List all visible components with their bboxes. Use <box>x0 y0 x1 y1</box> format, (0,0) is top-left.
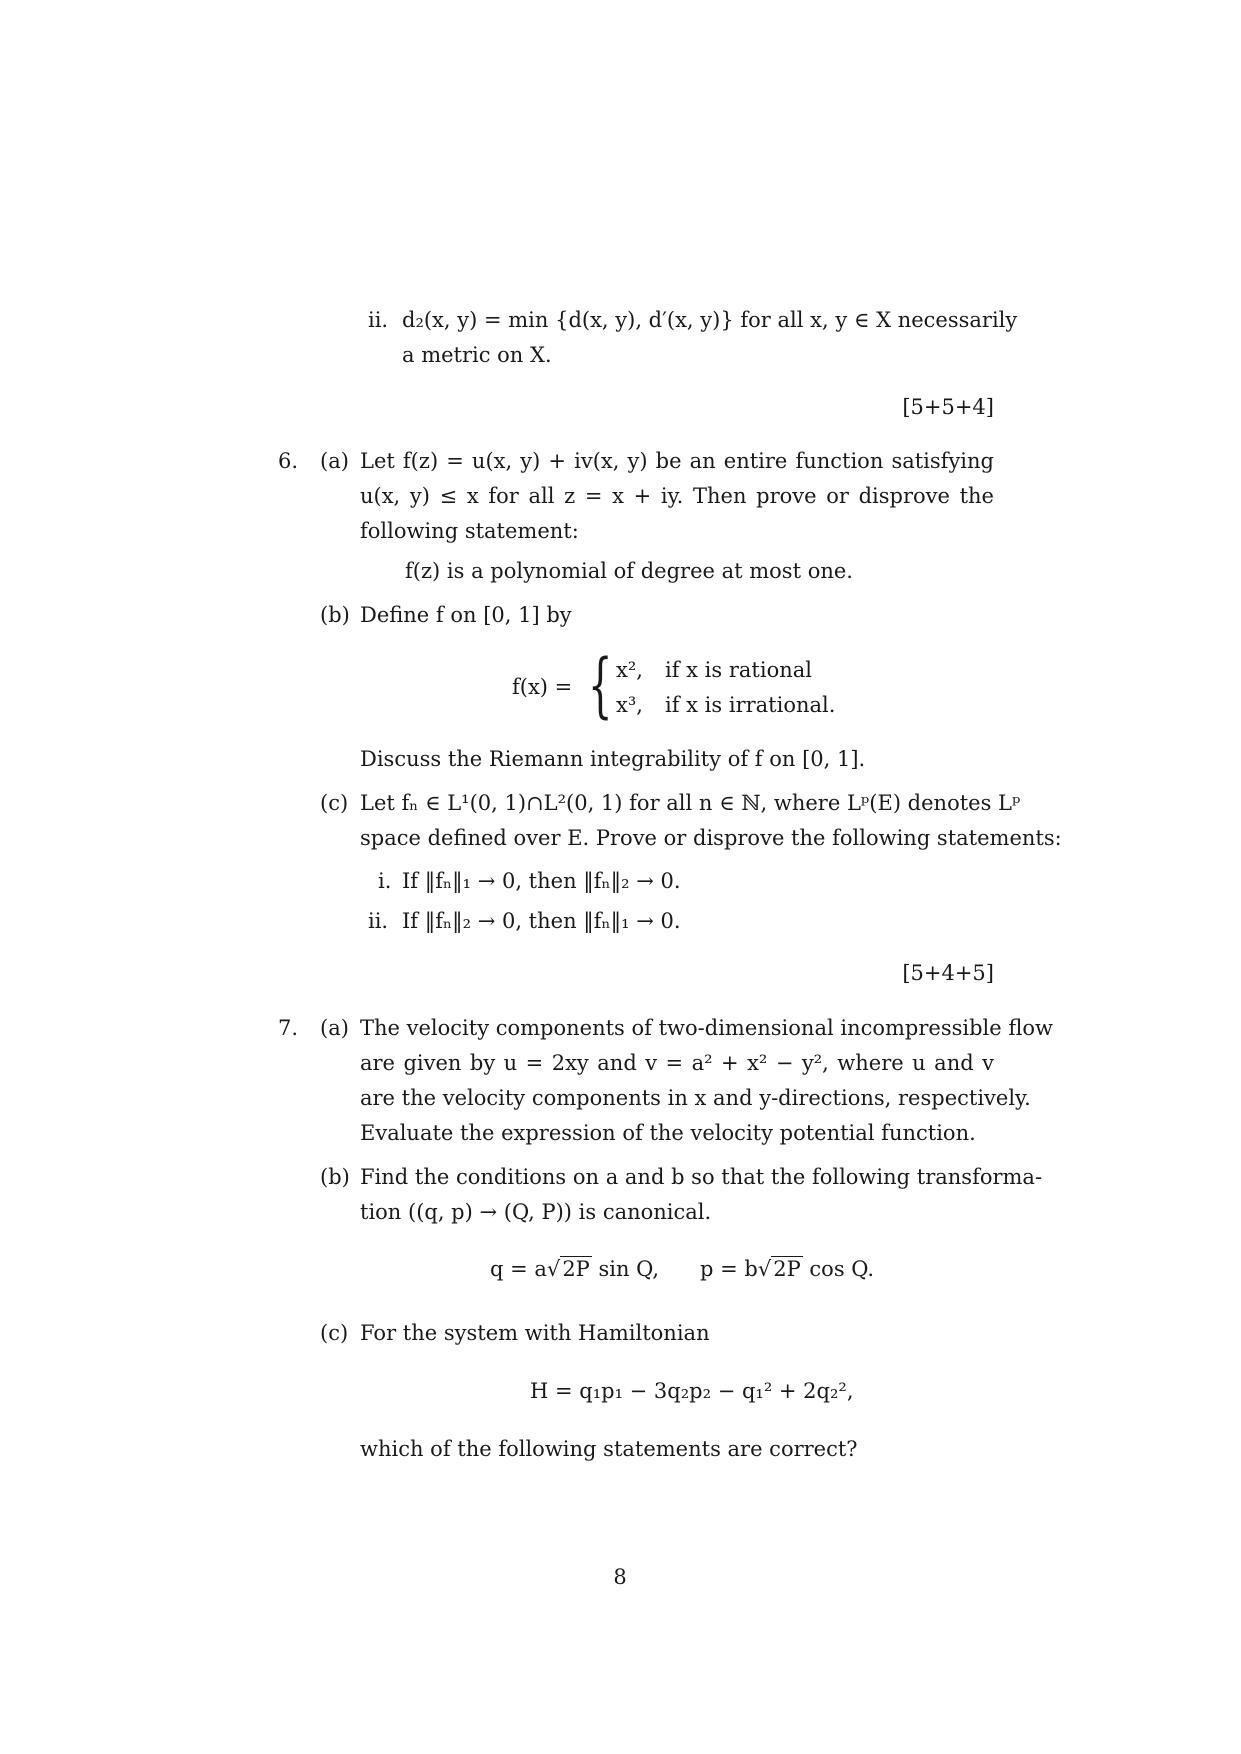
q7-c-label: (c) <box>320 1321 349 1345</box>
q6-c-ii-label: ii. <box>368 909 389 933</box>
q7-a-line1: The velocity components of two-dimensional incompressible flow <box>360 1016 1053 1040</box>
q7-c-equation: H = q₁p₁ − 3q₂p₂ − q₁² + 2q₂², <box>530 1379 854 1403</box>
q7-b-eq-p-radicand: 2P <box>773 1257 801 1281</box>
q6-c-i-label: i. <box>378 869 392 893</box>
q6-b-piecewise-lhs: f(x) = <box>512 675 573 699</box>
sqrt-symbol: √ <box>546 1257 561 1281</box>
q6-c-line2: space defined over E. Prove or disprove the following statements: <box>360 826 1062 850</box>
q7-b-eq-q-pre: q = a <box>490 1257 547 1281</box>
q6-b-case2-expr: x³, <box>616 693 643 717</box>
q7-c-line2: which of the following statements are correct? <box>360 1437 858 1461</box>
q5-item-ii-label: ii. <box>368 308 389 332</box>
q6-b-line2: Discuss the Riemann integrability of f on [0, 1]. <box>360 747 866 771</box>
q5-item-ii-text-line1: d₂(x, y) = min {d(x, y), d′(x, y)} for all x, y ∈ X necessarily <box>402 308 1018 332</box>
q6-b-case1-expr: x², <box>616 658 643 682</box>
q7-c-line1: For the system with Hamiltonian <box>360 1321 710 1345</box>
q7-b-line2: tion ((q, p) → (Q, P)) is canonical. <box>360 1200 712 1224</box>
q7-b-line1: Find the conditions on a and b so that the following transforma- <box>360 1165 1043 1189</box>
q7-b-label: (b) <box>320 1165 350 1189</box>
q6-b-case2-cond: if x is irrational. <box>665 693 836 717</box>
q5-marks: [5+5+4] <box>902 395 994 419</box>
q7-number: 7. <box>278 1016 299 1040</box>
q5-item-ii-text-line2: a metric on X. <box>402 343 552 367</box>
q6-c-i-text: If ‖fₙ‖₁ → 0, then ‖fₙ‖₂ → 0. <box>402 869 681 893</box>
q6-a-line1: Let f(z) = u(x, y) + iv(x, y) be an entire function satisfying <box>360 449 994 473</box>
q7-b-eq-q-radicand: 2P <box>562 1257 590 1281</box>
page-number: 8 <box>613 1565 627 1589</box>
q6-a-statement: f(z) is a polynomial of degree at most one. <box>405 559 853 583</box>
q6-b-label: (b) <box>320 603 350 627</box>
q7-b-equation-q <box>490 1254 659 1284</box>
q7-a-line3: are the velocity components in x and y-directions, respectively. <box>360 1086 1031 1110</box>
q6-a-line2: u(x, y) ≤ x for all z = x + iy. Then prove or disprove the <box>360 484 994 508</box>
q6-c-ii-text: If ‖fₙ‖₂ → 0, then ‖fₙ‖₁ → 0. <box>402 909 681 933</box>
q6-number: 6. <box>278 449 299 473</box>
q6-c-label: (c) <box>320 791 349 815</box>
q6-a-label: (a) <box>320 449 349 473</box>
q6-a-line3: following statement: <box>360 519 579 543</box>
q7-b-equation-p <box>700 1254 874 1284</box>
q7-b-eq-p-post: cos Q. <box>802 1257 875 1281</box>
q6-b-line1: Define f on [0, 1] by <box>360 603 572 627</box>
q7-a-line4: Evaluate the expression of the velocity potential function. <box>360 1121 976 1145</box>
q6-b-case1-cond: if x is rational <box>665 658 812 682</box>
q7-a-line2: are given by u = 2xy and v = a² + x² − y², where u and v <box>360 1051 994 1075</box>
q7-b-eq-q-post: sin Q, <box>591 1257 660 1281</box>
q7-a-label: (a) <box>320 1016 349 1040</box>
q6-marks: [5+4+5] <box>902 961 994 985</box>
q6-c-line1: Let fₙ ∈ L¹(0, 1)∩L²(0, 1) for all n ∈ ℕ, where Lᵖ(E) denotes Lᵖ <box>360 791 1021 815</box>
q6-b-piecewise-brace: { <box>588 644 613 726</box>
sqrt-symbol: √ <box>757 1257 772 1281</box>
q7-b-eq-p-pre: p = b <box>700 1257 758 1281</box>
